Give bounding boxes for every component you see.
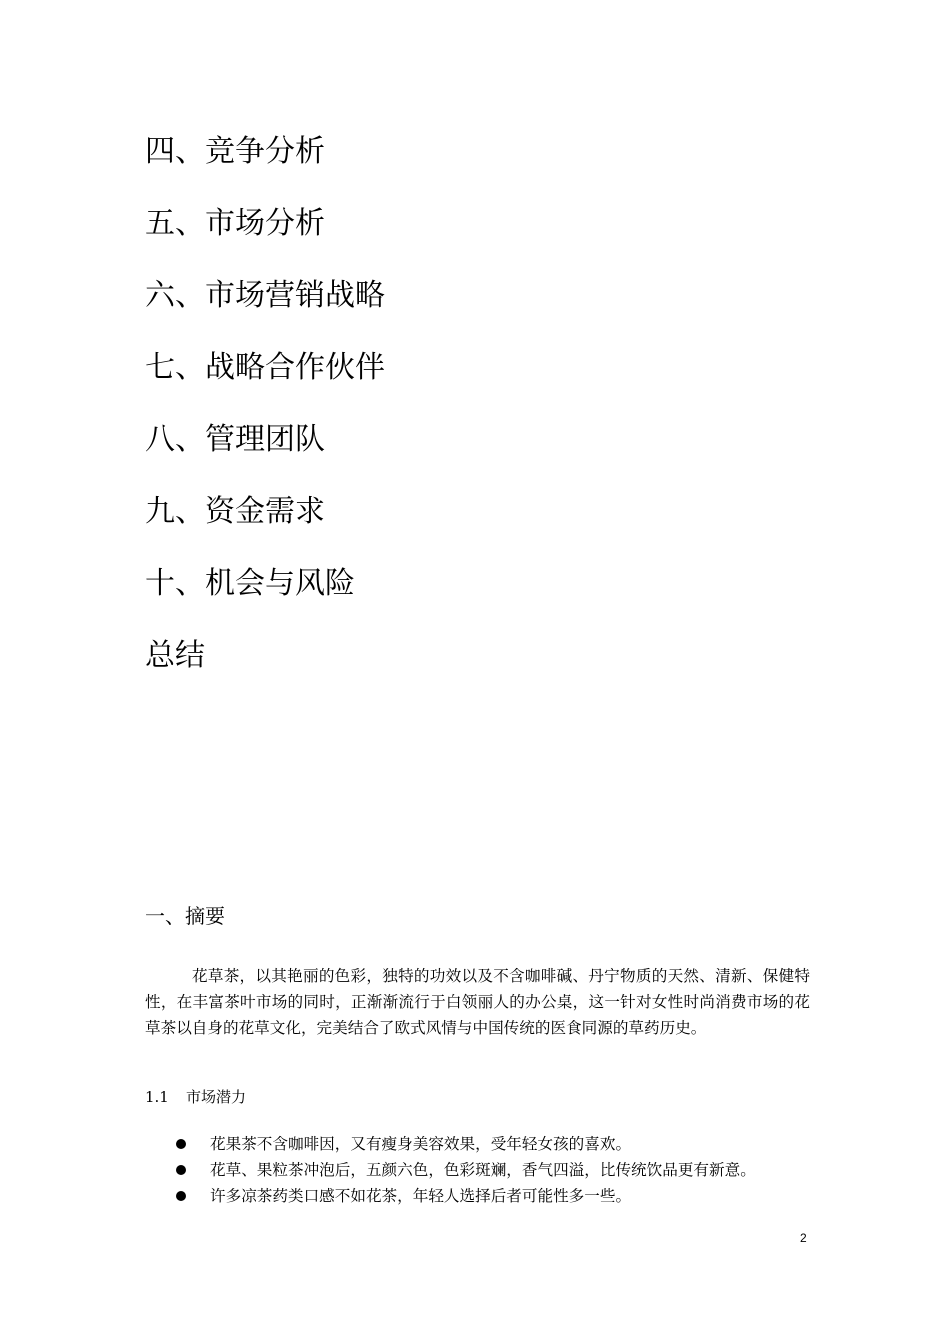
list-item (176, 1157, 756, 1183)
toc-item-competition-analysis: 四、竞争分析 (145, 134, 325, 169)
market-potential-list (176, 1131, 756, 1209)
toc-item-strategic-partners: 七、战略合作伙伴 (145, 350, 385, 385)
subsection-heading-market-potential (145, 1086, 246, 1108)
page-number: 2 (800, 1231, 807, 1245)
list-item (176, 1131, 756, 1157)
list-item-text: 花果茶不含咖啡因，又有瘦身美容效果，受年轻女孩的喜欢。 (210, 1135, 632, 1153)
bullet-icon (176, 1139, 186, 1149)
list-item-text: 许多凉茶药类口感不如花茶，年轻人选择后者可能性多一些。 (210, 1187, 632, 1205)
toc-item-management-team: 八、管理团队 (145, 422, 325, 457)
subsection-number: 1.1 (145, 1088, 169, 1106)
summary-paragraph: 花草茶，以其艳丽的色彩，独特的功效以及不含咖啡碱、丹宁物质的天然、清新、保健特性，在丰富茶叶市场的同时，正渐渐流行于白领丽人的办公桌，这一针对女性时尚消费市场的花草茶以自身的花草文化，完美结合了欧式风情与中国传统的医食同源的草药历史。 (145, 967, 810, 1037)
bullet-icon (176, 1165, 186, 1175)
toc-item-conclusion: 总结 (145, 638, 205, 673)
list-item (176, 1183, 756, 1209)
bullet-icon (176, 1191, 186, 1201)
toc-item-funding-needs: 九、资金需求 (145, 494, 325, 529)
subsection-title: 市场潜力 (186, 1088, 247, 1106)
toc-item-marketing-strategy: 六、市场营销战略 (145, 278, 385, 313)
list-item-text: 花草、果粒茶冲泡后，五颜六色，色彩斑斓，香气四溢，比传统饮品更有新意。 (210, 1161, 756, 1179)
section-heading-summary: 一、摘要 (145, 904, 225, 928)
toc-item-opportunities-risks: 十、机会与风险 (145, 566, 355, 601)
toc-item-market-analysis: 五、市场分析 (145, 206, 325, 241)
